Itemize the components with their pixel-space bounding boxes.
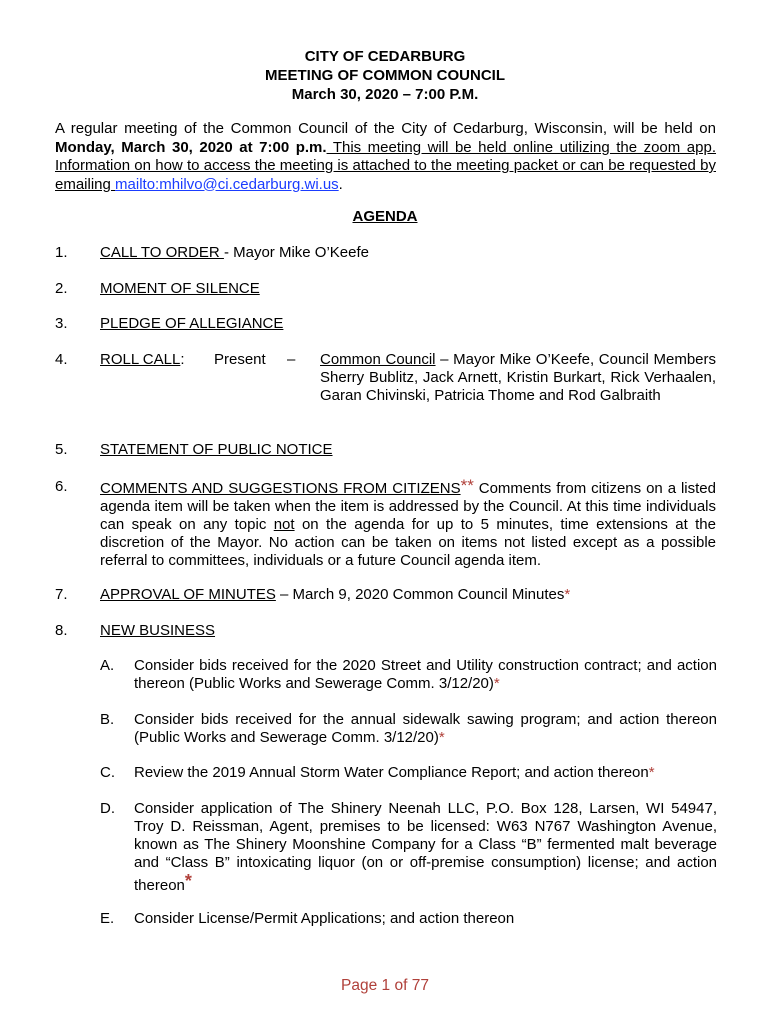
sub-item-letter: A. xyxy=(100,657,115,674)
agenda-title: AGENDA xyxy=(352,208,418,225)
sub-item-license-permits: Consider License/Permit Applications; and action thereon xyxy=(134,910,515,927)
roll-call-members: Common Council – Mayor Mike O’Keefe, Council Members Sherry Bublitz, Jack Arnett, Kristin Burkart, Rick Verhaalen, Garan Chivinski, Patricia Thome and Rod Galbraith xyxy=(320,351,716,404)
sub-item-letter: E. xyxy=(100,910,115,927)
item-number: 4. xyxy=(55,351,68,368)
sub-item-street-bids: Consider bids received for the 2020 Street and Utility construction contract; and action thereon (Public Works and Sewerage Comm. 3/12/20)* xyxy=(134,657,717,692)
meeting-title: MEETING OF COMMON COUNCIL xyxy=(265,67,505,84)
sub-item-sidewalk-bids: Consider bids received for the annual sidewalk sawing program; and action thereon (Public Works and Sewerage Comm. 3/12/20)* xyxy=(134,711,717,746)
page-number: Page 1 of 77 xyxy=(341,977,429,994)
meeting-datetime: Monday, March 30, 2020 at 7:00 p.m. xyxy=(55,138,327,156)
sub-item-storm-water: Review the 2019 Annual Storm Water Compliance Report; and action thereon* xyxy=(134,764,655,781)
intro-paragraph: A regular meeting of the Common Council of the City of Cedarburg, Wisconsin, will be held on Monday, March 30, 2020 at 7:00 p.m. This meeting will be held online utilizing the zoom app. Information on how to access the meeting is attached to the meeting packet or can be requested by emailing mailto:mhilvo@ci.cedarburg.wi.us. xyxy=(55,120,717,193)
sub-item-letter: C. xyxy=(100,764,115,781)
item-number: 6. xyxy=(55,478,68,495)
agenda-item-moment-of-silence: MOMENT OF SILENCE xyxy=(100,280,260,297)
item-number: 8. xyxy=(55,622,68,639)
sub-item-letter: D. xyxy=(100,800,115,817)
meeting-date: March 30, 2020 – 7:00 P.M. xyxy=(291,86,479,103)
roll-call-dash: – xyxy=(287,351,296,368)
agenda-item-new-business: NEW BUSINESS xyxy=(100,622,216,639)
agenda-item-pledge: PLEDGE OF ALLEGIANCE xyxy=(100,315,284,332)
agenda-item-public-notice: STATEMENT OF PUBLIC NOTICE xyxy=(100,441,333,458)
item-number: 2. xyxy=(55,280,68,297)
agenda-item-minutes: APPROVAL OF MINUTES – March 9, 2020 Common Council Minutes* xyxy=(100,586,571,603)
item-number: 1. xyxy=(55,244,68,261)
city-title: CITY OF CEDARBURG xyxy=(304,48,466,65)
agenda-item-citizen-comments: COMMENTS AND SUGGESTIONS FROM CITIZENS** Comments from citizens on a listed agenda item will be taken when the item is addressed by the Council. At this time individuals can speak on any topic not on the agenda for up to 5 minutes, time extensions at the discretion of the Mayor. No action can be taken on items not listed except as a possible referral to committees, individuals or a future Council agenda item. xyxy=(100,476,716,569)
document-header xyxy=(0,47,770,104)
item-number: 3. xyxy=(55,315,68,332)
agenda-item-call-to-order: CALL TO ORDER - Mayor Mike O’Keefe xyxy=(100,244,369,261)
roll-call-present: Present xyxy=(214,351,266,368)
email-link[interactable]: mailto:mhilvo@ci.cedarburg.wi.us xyxy=(115,175,339,193)
sub-item-shinery-license: Consider application of The Shinery Neenah LLC, P.O. Box 128, Larsen, WI 54947, Troy D. Reissman, Agent, premises to be licensed: W63 N767 Washington Avenue, known as The Shinery Moonshine Company for a Class “B” fermented malt beverage and “Class B” intoxicating liquor (on or off-premise consumption) license; and action thereon* xyxy=(134,800,717,894)
agenda-item-roll-call: ROLL CALL: xyxy=(100,351,185,368)
item-number: 7. xyxy=(55,586,68,603)
item-number: 5. xyxy=(55,441,68,458)
sub-item-letter: B. xyxy=(100,711,115,728)
